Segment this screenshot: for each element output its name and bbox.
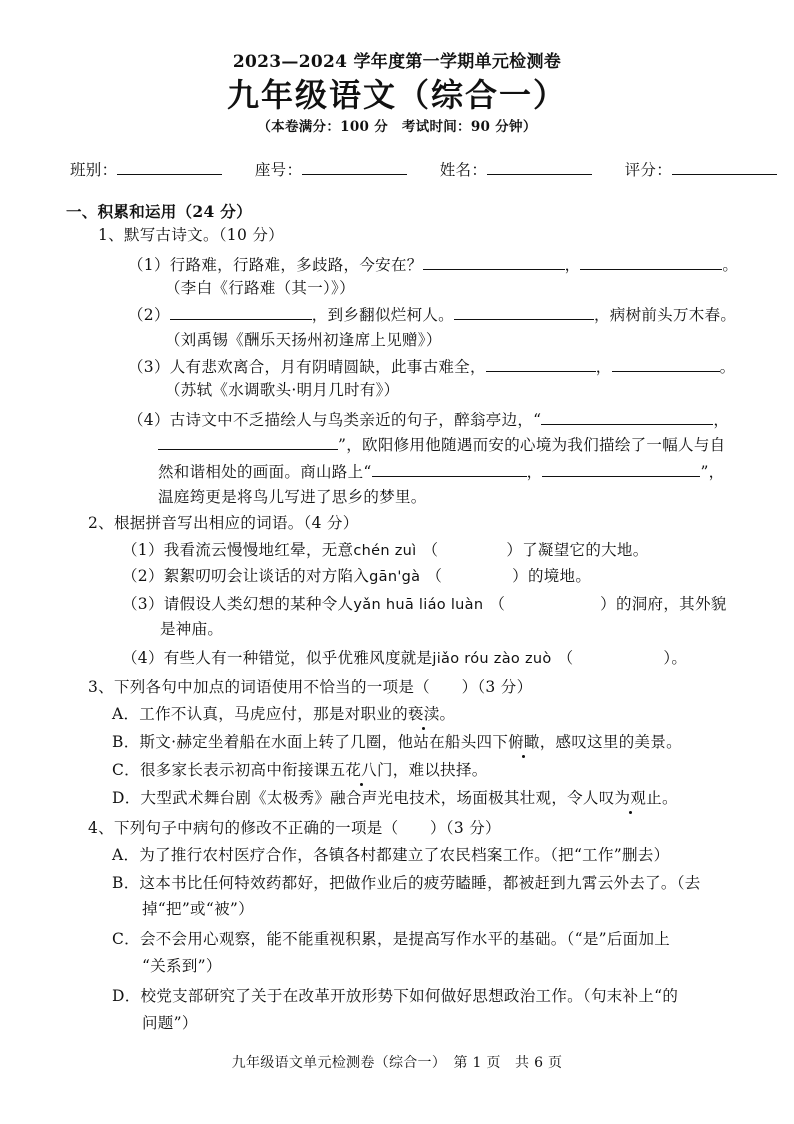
answer-blank[interactable]	[158, 435, 338, 450]
q1-item-4-line-d: 温庭筠更是将鸟儿写进了思乡的梦里。	[158, 488, 427, 506]
score-label: 评分：	[624, 161, 673, 179]
q1-item-1-source: （李白《行路难（其一）》）	[165, 279, 355, 297]
dotted-word: 亵渎	[407, 705, 440, 723]
class-label: 班别：	[70, 161, 118, 179]
q4-option-d-line-1: D．校党支部研究了关于在改革开放形势下如何做好思想政治工作。（句末补上“的	[112, 987, 679, 1005]
score-field[interactable]	[672, 160, 777, 175]
q3-option-a: A．工作不认真，马虎应付，那是对职业的亵渎。	[112, 705, 456, 723]
class-field[interactable]	[117, 160, 222, 175]
q1-item-4-line-b: ”，欧阳修用他随遇而安的心境为我们描绘了一幅人与自	[158, 435, 725, 455]
info-row	[70, 160, 777, 180]
q3-title: 3、下列各句中加点的词语使用不恰当的一项是（ ）（3 分）	[88, 678, 533, 696]
q4-option-d-line-2: 问题”）	[142, 1014, 198, 1032]
page-title: 九年级语文（综合一）	[226, 76, 567, 114]
exam-subtitle: （本卷满分：100 分 考试时间：90 分钟）	[257, 119, 537, 135]
answer-blank[interactable]	[454, 305, 594, 320]
q1-title: 1、默写古诗文。（10 分）	[98, 226, 284, 244]
q1-item-1: （1）行路难，行路难，多歧路，今安在？ ， 。	[128, 256, 739, 274]
q2-item-3: （3）请假设人类幻想的某种令人yǎn huā liáo luàn （ ）的洞府，其外貌	[122, 595, 727, 613]
q1-item-2-source: （刘禹锡《酬乐天扬州初逢席上见赠》）	[165, 331, 442, 349]
answer-blank[interactable]	[372, 462, 527, 477]
q3-option-c: C．很多家长表示初高中衔接课五花八门，难以抉择。	[112, 761, 488, 779]
q4-option-a: A．为了推行农村医疗合作，各镇各村都建立了农民档案工作。（把“工作”删去）	[112, 846, 670, 864]
page-footer: 九年级语文单元检测卷（综合一） 第 1 页 共 6 页	[231, 1055, 563, 1071]
q2-item-2: （2）絮絮叨叨会让谈话的对方陷入gān'gà （ ）的境地。	[122, 567, 592, 585]
answer-blank[interactable]	[580, 255, 722, 270]
seat-label: 座号：	[254, 161, 303, 179]
q4-option-b-line-2: 掉“把”或“被”）	[142, 900, 254, 918]
q2-title: 2、根据拼音写出相应的词语。（4 分）	[88, 514, 359, 532]
q1-item-4-line-c: 然和谐相处的画面。商山路上“ ， ”，	[158, 463, 725, 481]
q1-item-2: （2） ，到乡翻似烂柯人。 ，病树前头万木春。	[128, 306, 737, 324]
q4-title: 4、下列句子中病句的修改不正确的一项是（ ）（3 分）	[88, 819, 501, 837]
dotted-word: 五花八门	[329, 761, 393, 779]
q2-item-3-cont: 是神庙。	[160, 620, 224, 638]
answer-blank[interactable]	[542, 462, 700, 477]
q4-option-c-line-2: “关系到”）	[142, 957, 222, 975]
answer-blank[interactable]	[486, 357, 596, 372]
q1-item-4-line-a: （4）古诗文中不乏描绘人与鸟类亲近的句子，醉翁亭边，“ ，	[128, 411, 730, 429]
dotted-word: 俯瞰	[508, 733, 540, 751]
answer-blank[interactable]	[423, 255, 565, 270]
seat-field[interactable]	[302, 160, 407, 175]
dotted-word: 叹为观止	[598, 789, 662, 807]
answer-blank[interactable]	[170, 305, 312, 320]
answer-blank[interactable]	[612, 357, 720, 372]
q2-item-1: （1）我看流云慢慢地红晕，无意chén zuì （ ）了凝望它的大地。	[122, 541, 649, 559]
q3-option-b: B．斯文·赫定坐着船在水面上转了几圈，他站在船头四下俯瞰，感叹这里的美景。	[112, 733, 682, 751]
q4-option-c-line-1: C．会不会用心观察，能不能重视积累，是提高写作水平的基础。（“是”后面加上	[112, 930, 671, 948]
q1-item-3-source: （苏轼《水调歌头·明月几时有》）	[165, 381, 400, 399]
q4-option-b-line-1: B．这本书比任何特效药都好，把做作业后的疲劳瞌睡，都被赶到九霄云外去了。（去	[112, 874, 701, 892]
answer-blank[interactable]	[541, 410, 713, 425]
q3-option-d: D．大型武术舞台剧《太极秀》融合声光电技术，场面极其壮观，令人叹为观止。	[112, 789, 678, 807]
section-heading: 一、积累和运用（24 分）	[66, 202, 252, 221]
name-field[interactable]	[487, 160, 592, 175]
name-label: 姓名：	[439, 161, 488, 179]
q2-item-4: （4）有些人有一种错觉，似乎优雅风度就是jiǎo róu zào zuò （ ）。	[122, 649, 688, 667]
q1-item-3: （3）人有悲欢离合，月有阴晴圆缺，此事古难全， ， 。	[128, 358, 736, 376]
year-line: 2023—2024 学年度第一学期单元检测卷	[232, 52, 562, 72]
